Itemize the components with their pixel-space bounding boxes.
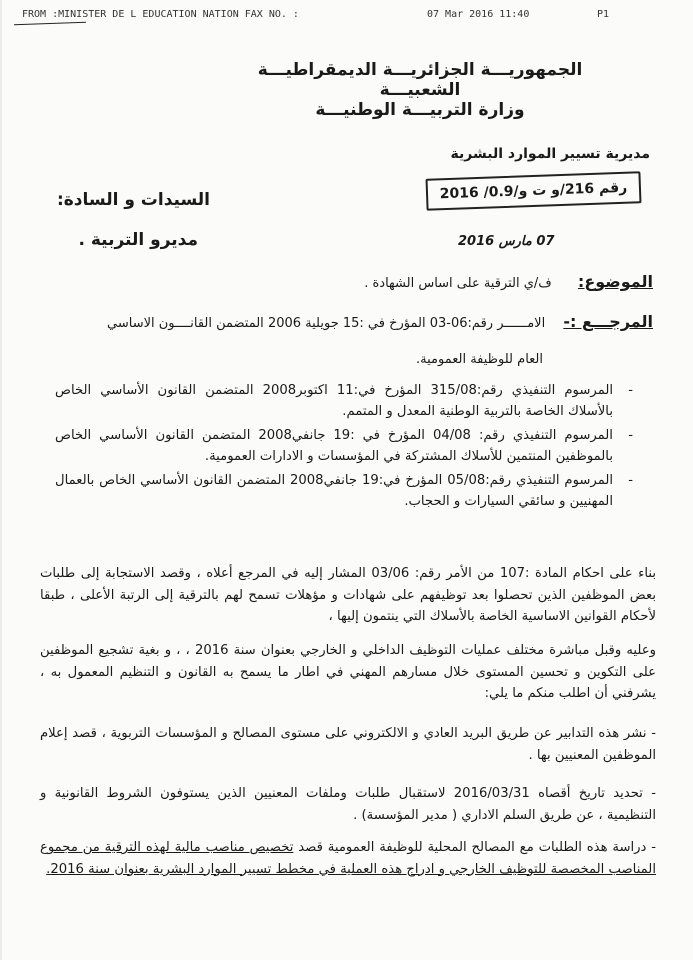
republic-title: الجمهوريـــة الجزائريـــة الديمقراطيـــة الشعبيـــة — [257, 60, 583, 100]
subject-text: ف/ي الترقية على اساس الشهادة . — [364, 276, 552, 291]
reference-label: المرجـــع :- — [563, 312, 653, 331]
reference-text: الامــــــر رقم:06-03 المؤرخ في :15 جويلية 2006 المتضمن القانــــون الاساسي — [107, 316, 546, 331]
fax-page-number: P1 — [597, 9, 610, 20]
reference-number-stamp: رقم 216/و ت و/0.9/ 2016 — [426, 171, 642, 210]
fax-datetime: 07 Mar 2016 11:40 — [427, 9, 530, 20]
request-item-3-underlined: تخصيص مناصب مالية لهذه الترقية من مجموع المناصب المخصصة للتوظيف الخارجي و ادراج هذه العملية في مخطط تسيير الموارد البشرية بعنوان سنة 2016. — [40, 840, 656, 877]
body-paragraph-2: وعليه وقبل مباشرة مختلف عمليات التوظيف الداخلي و الخارجي بعنوان سنة 2016 ، ، و بغية تشجيع الموظفين على التكوين و تحسين المستوى خلال مسارهم المهني في اطار ما يسمح به القانون و التنظيم المعمول به ، يشرفني أن اطلب منكم ما يلي: — [40, 643, 656, 701]
reference-continuation: العام للوظيفة العمومية. — [416, 352, 543, 367]
decree-item — [55, 380, 635, 422]
scan-edge — [0, 0, 2, 960]
addressee-line-2: مديرو التربية . — [78, 230, 198, 250]
decree-text: المرسوم التنفيذي رقم:315/08 المؤرخ في:11 اكتوبر2008 المتضمن القانون الأساسي الخاص بالأسلاك الخاصة بالتربية الوطنية المعدل و المتمم. — [55, 383, 614, 419]
decree-item — [55, 470, 635, 512]
decree-item — [55, 425, 635, 467]
bullet: - — [628, 383, 633, 398]
request-item-1: - نشر هذه التدابير عن طريق البريد العادي و الالكتروني على مستوى المصالح و المؤسسات التربوية ، قصد إعلام الموظفين المعنيين بها . — [40, 726, 656, 763]
decree-text: المرسوم التنفيذي رقم:05/08 المؤرخ في:19 جانفي2008 المتضمن القانون الأساسي الخاص بالعمال المهنيين و سائقي السيارات و الحجاب. — [55, 473, 614, 509]
bullet: - — [628, 428, 633, 443]
decree-list — [55, 380, 635, 515]
decree-text: المرسوم التنفيذي رقم: 04/08 المؤرخ في :19 جانفي2008 المتضمن القانون الأساسي الخاص بالموظفين المنتمين للأسلاك المشتركة في المؤسسات و الادارات العمومية. — [55, 428, 613, 464]
letter-date: 07 مارس 2016 — [458, 234, 555, 249]
body-paragraph-1: بناء على احكام المادة :107 من الأمر رقم: 03/06 المشار إليه في المرجع أعلاه ، وقصد الاستجابة إلى طلبات بعض الموظفين الذين تحصلوا بعد توظيفهم على شهادات و مؤهلات تسمح لهم بالترقية إلى الرتبة الأعلى ، طبقا لأحكام القوانين الاساسية الخاصة بالأسلاك التي ينتمون إليها ، — [40, 566, 656, 624]
directorate-title: مديرية تسيير الموارد البشرية — [450, 146, 650, 162]
addressee-line-1: السيدات و السادة: — [56, 190, 210, 210]
request-item-2: - تحديد تاريخ أقصاه 2016/03/31 لاستقبال طلبات وملفات المعنيين الذين يستوفون الشروط القانونية و التنظيمية ، عن طريق السلم الاداري ( مدير المؤسسة) . — [40, 786, 656, 823]
ministry-title: وزارة التربيـــة الوطنيـــة — [315, 100, 525, 120]
reference-line — [33, 312, 653, 331]
fax-header — [22, 9, 663, 25]
request-item-3-text: - دراسة هذه الطلبات مع المصالح المحلية للوظيفة العمومية قصد — [293, 840, 657, 855]
request-item-3 — [40, 837, 656, 880]
fax-from: FROM :MINISTER DE L EDUCATION NATION FAX NO. : — [22, 9, 299, 20]
subject-line — [53, 272, 653, 291]
bullet: - — [628, 473, 633, 488]
subject-label: الموضوع: — [577, 272, 653, 291]
